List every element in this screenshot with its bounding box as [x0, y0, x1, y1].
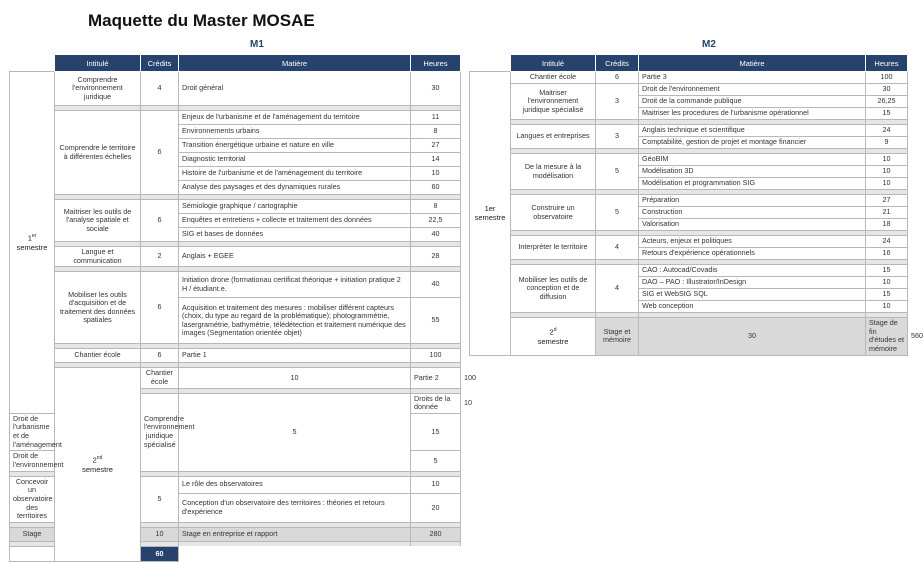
- heures-cell: 40: [411, 272, 461, 298]
- matiere-cell: Stage en entreprise et rapport: [179, 527, 411, 541]
- ue-credits: 3: [596, 84, 639, 120]
- matiere-cell: Histoire de l'urbanisme et de l'aménagement du territoire: [179, 167, 411, 181]
- heures-cell: 11: [411, 111, 461, 125]
- matiere-cell: Transition énergétique urbaine et nature en ville: [179, 139, 411, 153]
- m2-header-credits: Crédits: [596, 55, 639, 72]
- matiere-cell: Retours d'expérience opérationnels: [639, 248, 866, 260]
- heures-cell: 5: [411, 451, 461, 471]
- matiere-cell: Partie 2: [411, 368, 461, 388]
- ue-title: Comprendre le territoire à différentes échelles: [55, 111, 141, 195]
- heures-cell: 100: [411, 349, 461, 363]
- m2-semester-1: 1er semestre: [470, 72, 511, 356]
- matiere-cell: Construction: [639, 207, 866, 219]
- heures-cell: 30: [411, 72, 461, 106]
- ue-credits: 6: [596, 72, 639, 84]
- heures-cell: 280: [411, 527, 461, 541]
- matiere-cell: Préparation: [639, 195, 866, 207]
- ue-title: Chantier école: [141, 368, 179, 388]
- ue-credits: 6: [141, 200, 179, 242]
- m1-header-spacer: [10, 55, 55, 72]
- heures-cell: 15: [866, 289, 908, 301]
- matiere-cell: Anglais technique et scientifique: [639, 125, 866, 137]
- ue-title: De la mesure à la modélisation: [511, 154, 596, 190]
- m1-header-intitule: Intitulé: [55, 55, 141, 72]
- m1-header-heures: Heures: [411, 55, 461, 72]
- matiere-cell: Maitriser les procedures de l'urbanisme opérationnel: [639, 108, 866, 120]
- heures-cell: 16: [866, 248, 908, 260]
- matiere-cell: Initiation drone (formationau certificat théorique + initiation pratique 2 H / étudiant.e.: [179, 272, 411, 298]
- m1-header-row: [10, 55, 461, 72]
- ue-credits: 4: [596, 236, 639, 260]
- heures-cell: 10: [866, 154, 908, 166]
- matiere-cell: GéoBIM: [639, 154, 866, 166]
- ue-title: Construire un observatoire: [511, 195, 596, 231]
- heures-cell: 9: [866, 137, 908, 149]
- ue-title: Interpréter le territoire: [511, 236, 596, 260]
- m1-semester-1: 1er semestre: [10, 72, 55, 414]
- heures-cell: 40: [411, 228, 461, 242]
- matiere-cell: Acquisition et traitement des mesures : mobiliser différent capteurs (choix, du type au regard de la problématique); photogrammétrie, lasergramétrie, bathymétrie, télédétection et traitement numérique des images (Segmentation orientée objet): [179, 298, 411, 344]
- heures-cell: 28: [411, 247, 461, 267]
- matiere-cell: Droit de l'urbanisme et de l'aménagement: [10, 413, 55, 451]
- matiere-cell: Environnements urbains: [179, 125, 411, 139]
- ue-title: Chantier école: [55, 349, 141, 363]
- matiere-cell: Droit de la commande publique: [639, 96, 866, 108]
- heures-cell: 27: [411, 139, 461, 153]
- ue-credits: 5: [141, 476, 179, 522]
- heures-cell: 15: [866, 265, 908, 277]
- matiere-cell: Anglais + EGEE: [179, 247, 411, 267]
- ue-credits: 5: [596, 195, 639, 231]
- matiere-cell: Droits de la donnée: [411, 393, 461, 413]
- heures-cell: 20: [411, 493, 461, 522]
- m2-header-spacer: [470, 55, 511, 72]
- ue-title: Langue et communication: [55, 247, 141, 267]
- ue-title: Stage: [10, 527, 55, 541]
- total-credits: 60: [141, 546, 179, 561]
- heures-cell: 22,5: [411, 214, 461, 228]
- table-row: [10, 247, 461, 267]
- m2-header-intitule: Intitulé: [511, 55, 596, 72]
- ue-credits: 6: [141, 272, 179, 344]
- ue-credits: 3: [596, 125, 639, 149]
- ue-title: Stage et mémoire: [596, 318, 639, 356]
- ue-title: Maitriser l'environnement juridique spécialisé: [511, 84, 596, 120]
- matiere-cell: SIG et WebSIG SQL: [639, 289, 866, 301]
- matiere-cell: Droit de l'environnement: [10, 451, 55, 471]
- heures-cell: 15: [411, 413, 461, 451]
- ue-title: Mobiliser les outils de conception et de diffusion: [511, 265, 596, 313]
- m1-semester-2: 2nd semestre: [55, 368, 141, 562]
- total-spacer: [10, 546, 141, 561]
- m1-table: [9, 54, 476, 562]
- matiere-cell: Diagnostic territorial: [179, 153, 411, 167]
- heures-cell: 100: [866, 72, 908, 84]
- table-row: 2nd semestre Chantier école 10 Partie 2 100: [10, 368, 461, 388]
- table-row: [470, 236, 908, 248]
- heures-cell: 8: [411, 200, 461, 214]
- m1-header-credits: Crédits: [141, 55, 179, 72]
- table-row: [10, 349, 461, 363]
- m2-header-row: [470, 55, 908, 72]
- table-row: [470, 72, 908, 84]
- ue-credits: 10: [141, 527, 179, 541]
- matiere-cell: Analyse des paysages et des dynamiques rurales: [179, 181, 411, 195]
- ue-credits: 10: [179, 368, 411, 388]
- ue-credits: 6: [141, 349, 179, 363]
- matiere-cell: Modélisation et programmation SIG: [639, 178, 866, 190]
- matiere-cell: Enjeux de l'urbanisme et de l'aménagement du territoire: [179, 111, 411, 125]
- matiere-cell: Droit de l'environnement: [639, 84, 866, 96]
- matiere-cell: Comptabilité, gestion de projet et montage financier: [639, 137, 866, 149]
- ue-credits: 5: [596, 154, 639, 190]
- matiere-cell: DAO – PAO : Illustrator/InDesign: [639, 277, 866, 289]
- matiere-cell: Enquêtes et entretiens + collecte et traitement des données: [179, 214, 411, 228]
- matiere-cell: Partie 3: [639, 72, 866, 84]
- ue-title: Comprendre l'environnement juridique spécialisé: [141, 393, 179, 471]
- matiere-cell: Acteurs, enjeux et politiques: [639, 236, 866, 248]
- matiere-cell: Sémiologie graphique / cartographie: [179, 200, 411, 214]
- heures-cell: 26,25: [866, 96, 908, 108]
- heures-cell: 24: [866, 125, 908, 137]
- matiere-cell: Web conception: [639, 301, 866, 313]
- ue-credits: 2: [141, 247, 179, 267]
- table-row: [470, 84, 908, 96]
- heures-cell: 30: [866, 84, 908, 96]
- table-row: [10, 272, 461, 298]
- table-row: [10, 200, 461, 214]
- total-blank: [411, 546, 461, 561]
- ue-title: Comprendre l'environnement juridique: [55, 72, 141, 106]
- table-row: [470, 125, 908, 137]
- matiere-cell: Valorisation: [639, 219, 866, 231]
- ue-credits: 4: [141, 72, 179, 106]
- m1-label: M1: [250, 39, 264, 50]
- ue-title: Mobiliser les outils d'acquisition et de traitement des données spatiales: [55, 272, 141, 344]
- matiere-cell: Le rôle des observatoires: [179, 476, 411, 493]
- matiere-cell: Droit général: [179, 72, 411, 106]
- ue-credits: 5: [179, 393, 411, 471]
- matiere-cell: SIG et bases de données: [179, 228, 411, 242]
- heures-cell: 14: [411, 153, 461, 167]
- table-row: [470, 154, 908, 166]
- total-row: [10, 546, 461, 561]
- heures-cell: 8: [411, 125, 461, 139]
- heures-cell: 10: [866, 178, 908, 190]
- table-row: [10, 72, 461, 106]
- heures-cell: 10: [866, 277, 908, 289]
- heures-cell: 10: [411, 476, 461, 493]
- page-title: Maquette du Master MOSAE: [88, 11, 315, 30]
- matiere-cell: Conception d'un observatoire des territoires : théories et retours d'expérience: [179, 493, 411, 522]
- ue-title: Maitriser les outils de l'analyse spatiale et sociale: [55, 200, 141, 242]
- ue-title: Chantier école: [511, 72, 596, 84]
- table-row: Comprendre l'environnement juridique spécialisé 5 Droits de la donnée 10: [10, 393, 461, 413]
- ue-credits: 4: [596, 265, 639, 313]
- matiere-cell: Modélisation 3D: [639, 166, 866, 178]
- heures-cell: 10: [411, 167, 461, 181]
- m2-header-matiere: Matière: [639, 55, 866, 72]
- ue-credits: 6: [141, 111, 179, 195]
- m2-label: M2: [702, 39, 716, 50]
- ue-title: Concevoir un observatoire des territoires: [10, 476, 55, 522]
- heures-cell: 15: [866, 108, 908, 120]
- total-blank: [179, 546, 411, 561]
- m1-header-matiere: Matière: [179, 55, 411, 72]
- heures-cell: 10: [866, 301, 908, 313]
- m2-semester-2: 2$^d$ semestre: [511, 318, 596, 356]
- heures-cell: 18: [866, 219, 908, 231]
- m2-table: [469, 54, 923, 356]
- matiere-cell: Partie 1: [179, 349, 411, 363]
- matiere-cell: Stage de fin d'études et mémoire: [866, 318, 908, 356]
- heures-cell: 60: [411, 181, 461, 195]
- m2-header-heures: Heures: [866, 55, 908, 72]
- matiere-cell: CAO : Autocad/Covadis: [639, 265, 866, 277]
- ue-credits: 30: [639, 318, 866, 356]
- heures-cell: 27: [866, 195, 908, 207]
- heures-cell: 24: [866, 236, 908, 248]
- heures-cell: 10: [866, 166, 908, 178]
- stage-row: 2$^d$ semestre Stage et mémoire 30 Stage de fin d'études et mémoire 560: [470, 318, 908, 356]
- table-row: [470, 265, 908, 277]
- table-row: [10, 111, 461, 125]
- heures-cell: 55: [411, 298, 461, 344]
- heures-cell: 21: [866, 207, 908, 219]
- table-row: [470, 195, 908, 207]
- ue-title: Langues et entreprises: [511, 125, 596, 149]
